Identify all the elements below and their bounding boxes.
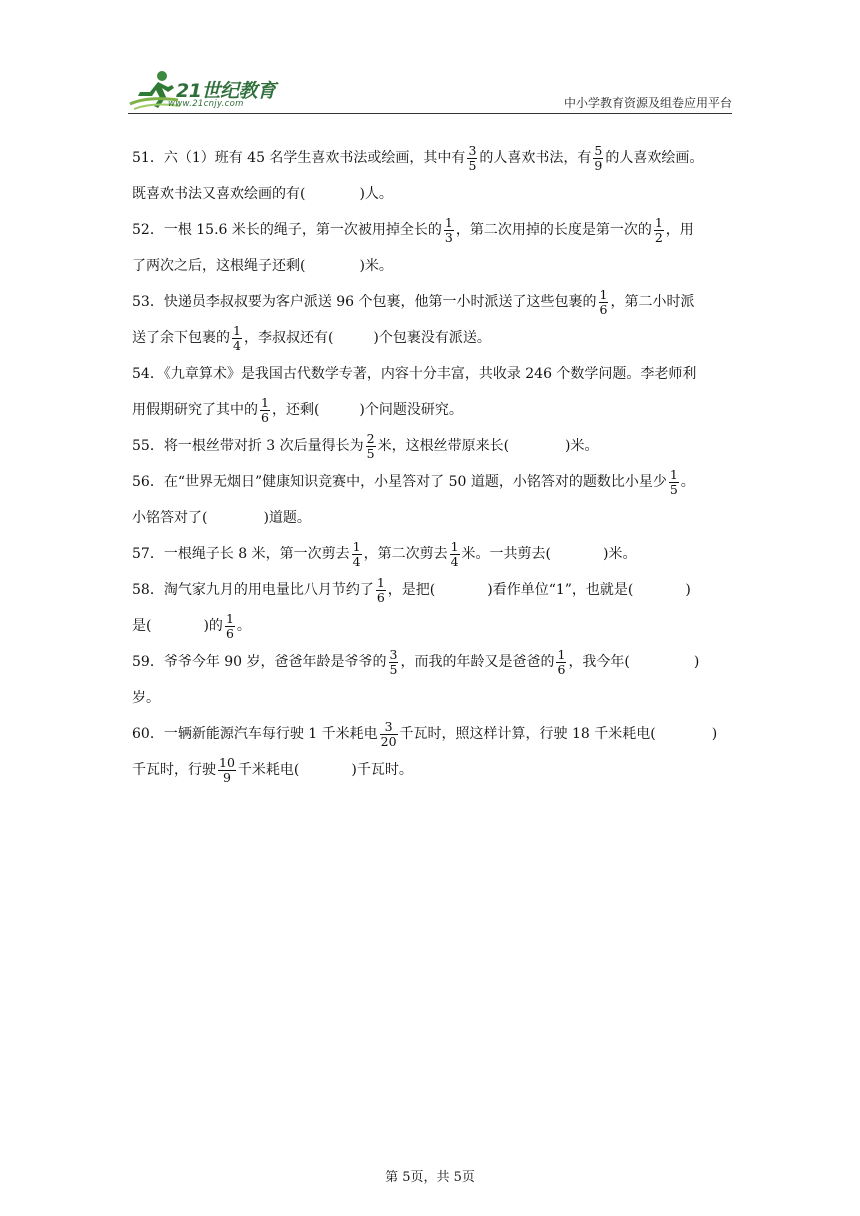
fraction-numerator: 1: [450, 538, 459, 554]
fraction-denominator: 20: [380, 733, 397, 749]
fraction: [232, 324, 242, 353]
question-57: [132, 536, 732, 572]
question-line: [132, 464, 732, 500]
question-52: [132, 212, 732, 284]
question-text: 53．快递员李叔叔要为客户派送 96 个包裹，他第一小时派送了这些包裹的: [132, 294, 597, 310]
site-logo: [128, 66, 298, 112]
question-56: [132, 464, 732, 536]
question-text: )千瓦时。: [351, 762, 413, 778]
logo-brand-text: 21世纪教育: [176, 80, 276, 102]
fraction-numerator: 10: [219, 754, 235, 770]
fraction-numerator: 3: [384, 718, 393, 734]
page-footer: 第 5页，共 5页: [385, 1170, 475, 1185]
question-text: 岁。: [132, 690, 160, 706]
question-line: [132, 752, 732, 788]
question-text: ，而我的年龄又是爸爸的: [400, 654, 555, 670]
fraction-denominator: 6: [261, 409, 269, 425]
fraction-denominator: 9: [594, 157, 603, 173]
fraction-denominator: 4: [352, 553, 361, 569]
question-text: )道题。: [263, 510, 311, 526]
question-text: )看作单位“1”，也就是(: [487, 582, 634, 598]
fraction-denominator: 2: [654, 229, 663, 245]
question-text: 既喜欢书法又喜欢绘画的有(: [132, 186, 306, 202]
question-text: )米。: [565, 438, 599, 454]
question-text: )的: [203, 618, 223, 634]
question-text: 54．《九章算术》是我国古代数学专著，内容十分丰富，共收录 246 个数学问题。李老师利: [132, 366, 697, 382]
question-text: 用假期研究了其中的: [132, 402, 258, 418]
question-text: 51．六（1）班有 45 名学生喜欢书法或绘画，其中有: [132, 150, 466, 166]
question-line: [132, 140, 732, 176]
question-line: [132, 680, 732, 716]
question-text: 56．在“世界无烟日”健康知识竞赛中，小星答对了 50 道题，小铭答对的题数比小星少: [132, 474, 667, 490]
question-60: [132, 716, 732, 788]
fraction-numerator: 1: [444, 214, 453, 230]
fraction: [450, 540, 460, 569]
question-text: 的人喜欢绘画。: [605, 150, 704, 166]
question-text: )米。: [603, 546, 637, 562]
fraction: [376, 576, 386, 605]
fraction-denominator: 9: [218, 770, 236, 785]
question-text: ，用: [665, 222, 694, 238]
question-text: 米。一共剪去(: [461, 546, 551, 562]
header-divider: [128, 113, 732, 114]
page-header: [128, 66, 732, 114]
fraction-numerator: 1: [225, 610, 234, 626]
fraction: [389, 648, 399, 677]
fraction-denominator: 6: [557, 661, 566, 677]
fraction: [556, 648, 566, 677]
question-text: 。: [680, 474, 695, 490]
question-text: ，还剩(: [271, 402, 320, 418]
question-line: [132, 608, 732, 644]
fraction: [380, 720, 398, 749]
question-list: [132, 140, 732, 788]
question-text: 58．淘气家九月的用电量比八月节约了: [132, 582, 374, 598]
question-text: 是(: [132, 618, 152, 634]
fraction-denominator: 4: [450, 553, 459, 569]
fraction-denominator: 5: [468, 157, 477, 173]
question-text: 小铭答对了(: [132, 510, 208, 526]
question-line: [132, 644, 732, 680]
question-text: ): [685, 582, 691, 598]
fraction: [444, 216, 454, 245]
fraction-numerator: 2: [366, 430, 375, 446]
question-text: 千瓦时，行驶: [132, 762, 216, 778]
fraction-numerator: 1: [376, 574, 385, 590]
question-text: 52．一根 15.6 米长的绳子，第一次被用掉全长的: [132, 222, 442, 238]
question-text: 60．一辆新能源汽车每行驶 1 千米耗电: [132, 726, 378, 742]
question-53: [132, 284, 732, 356]
question-text: ，第二次剪去: [363, 546, 448, 562]
fraction-denominator: 5: [669, 481, 678, 497]
fraction: [599, 288, 609, 317]
fraction-denominator: 5: [366, 445, 375, 461]
fraction-denominator: 4: [233, 337, 241, 353]
question-text: 55．将一根丝带对折 3 次后量得长为: [132, 438, 364, 454]
fraction-numerator: 1: [654, 214, 663, 230]
fraction-denominator: 6: [599, 301, 608, 317]
question-line: [132, 320, 732, 356]
question-text: ，李叔叔还有(: [243, 330, 334, 346]
fraction: [669, 468, 679, 497]
question-line: [132, 356, 732, 392]
question-text: ，第二小时派: [610, 294, 695, 310]
fraction: [218, 756, 236, 785]
question-line: [132, 248, 732, 284]
question-text: 59．爷爷今年 90 岁，爸爸年龄是爷爷的: [132, 654, 387, 670]
fraction-numerator: 1: [557, 646, 566, 662]
platform-name: 中小学教育资源及组卷应用平台: [563, 96, 732, 110]
fraction: [593, 144, 603, 173]
question-text: ): [711, 726, 718, 742]
fraction: [352, 540, 362, 569]
question-text: 米，这根丝带原来长(: [377, 438, 510, 454]
fraction-denominator: 3: [444, 229, 453, 245]
question-line: [132, 212, 732, 248]
question-54: [132, 356, 732, 428]
fraction-numerator: 5: [594, 142, 603, 158]
question-line: [132, 392, 732, 428]
question-text: 千瓦时，照这样计算，行驶 18 千米耗电(: [399, 726, 656, 742]
question-59: [132, 644, 732, 716]
question-line: [132, 176, 732, 212]
question-text: ): [693, 654, 700, 670]
fraction-numerator: 3: [389, 646, 398, 662]
fraction: [467, 144, 477, 173]
question-line: [132, 572, 732, 608]
question-text: ，是把(: [387, 582, 436, 598]
question-text: )个问题没研究。: [359, 402, 463, 418]
fraction: [225, 612, 235, 641]
question-line: [132, 536, 732, 572]
question-text: )个包裹没有派送。: [373, 330, 491, 346]
fraction-numerator: 1: [669, 466, 678, 482]
question-51: [132, 140, 732, 212]
question-text: )人。: [359, 186, 393, 202]
question-line: [132, 500, 732, 536]
question-line: [132, 428, 732, 464]
fraction: [366, 432, 376, 461]
fraction: [654, 216, 664, 245]
fraction-denominator: 6: [225, 625, 234, 641]
logo-url-text: www.21cnjy.com: [168, 99, 244, 109]
fraction-numerator: 1: [352, 538, 361, 554]
question-text: ，第二次用掉的长度是第一次的: [455, 222, 652, 238]
fraction-numerator: 1: [599, 286, 608, 302]
fraction-denominator: 6: [376, 589, 385, 605]
question-58: [132, 572, 732, 644]
fraction-denominator: 5: [389, 661, 398, 677]
fraction-numerator: 1: [233, 322, 241, 338]
question-line: [132, 284, 732, 320]
question-text: 57．一根绳子长 8 米，第一次剪去: [132, 546, 350, 562]
question-text: )米。: [359, 258, 393, 274]
fraction-numerator: 3: [468, 142, 477, 158]
question-text: ，我今年(: [568, 654, 630, 670]
question-55: [132, 428, 732, 464]
question-text: 千米耗电(: [237, 762, 300, 778]
fraction: [260, 396, 270, 425]
question-line: [132, 716, 732, 752]
question-text: 了两次之后，这根绳子还剩(: [132, 258, 306, 274]
question-text: 。: [236, 618, 251, 634]
question-text: 送了余下包裹的: [132, 330, 230, 346]
fraction-numerator: 1: [261, 394, 269, 410]
question-text: 的人喜欢书法，有: [479, 150, 592, 166]
